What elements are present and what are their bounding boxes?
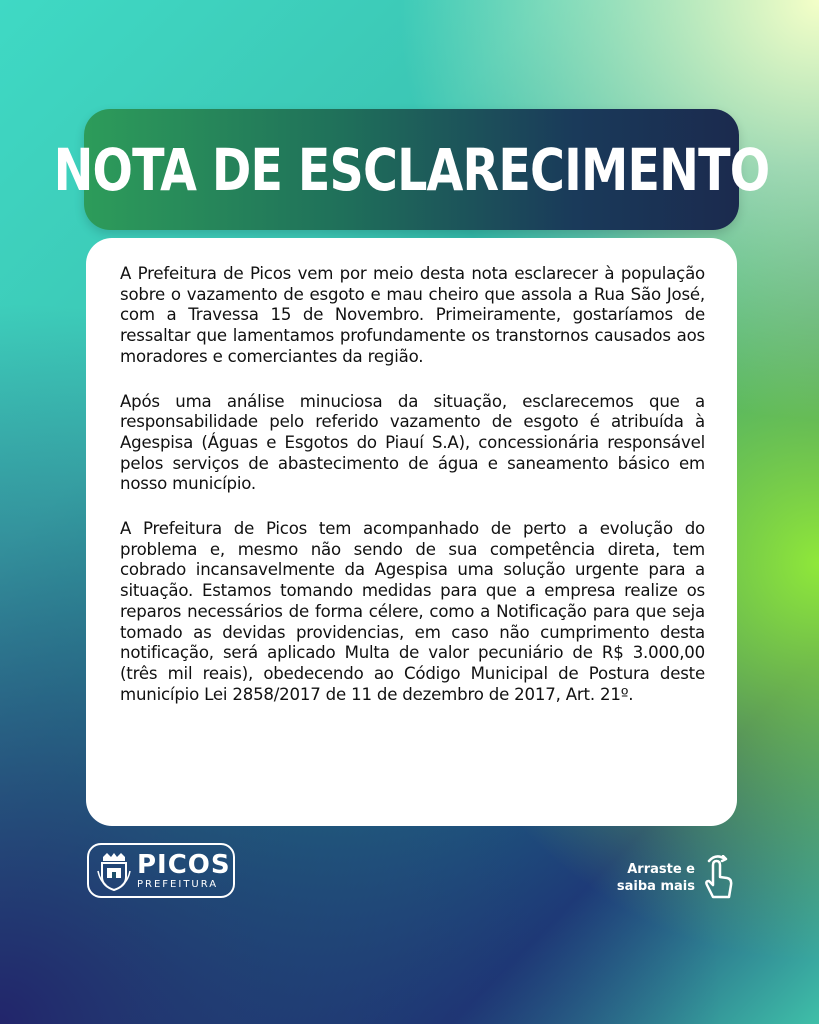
- logo-subtitle: PREFEITURA: [137, 878, 219, 890]
- swipe-hand-icon: [701, 855, 737, 901]
- logo-name: PICOS: [137, 849, 231, 880]
- prefeitura-logo: [87, 843, 235, 898]
- content-card: [86, 238, 737, 826]
- paragraph-2: Após uma análise minuciosa da situação, esclarecemos que a responsabilidade pelo referido vazamento de esgoto é atribuída à Agespisa (Águas e Esgotos do Piauí S.A), concessionária responsável pelos serviços de abastecimento de água e saneamento básico em nosso município.: [120, 391, 705, 494]
- paragraph-3: A Prefeitura de Picos tem acompanhado de perto a evolução do problema e, mesmo não sendo de sua competência direta, tem cobrado incansavelmente da Agespisa uma solução urgente para a situação. Estamos tomando medidas para que a empresa realize os reparos necessários de forma célere, como a Notificação para que seja tomado as devidas providencias, em caso não cumprimento desta notificação, será aplicado Multa de valor pecuniário de R$ 3.000,00 (três mil reais), obedecendo ao Código Municipal de Postura deste município Lei 2858/2017 de 11 de dezembro de 2017, Art. 21º.: [120, 519, 705, 704]
- swipe-hint: [617, 855, 737, 901]
- page-title: NOTA DE ESCLARECIMENTO: [53, 135, 770, 204]
- paragraph-1: A Prefeitura de Picos vem por meio desta nota esclarecer à população sobre o vazamento de esgoto e mau cheiro que assola a Rua São José, com a Travessa 15 de Novembro. Primeiramente, gostaríamos de ressaltar que lamentamos profundamente os transtornos causados aos moradores e comerciantes da região.: [120, 264, 705, 366]
- title-banner: [53, 109, 770, 230]
- swipe-line-2: saiba mais: [616, 879, 695, 894]
- city-crest-icon: [97, 851, 131, 891]
- swipe-line-1: Arraste e: [627, 862, 695, 877]
